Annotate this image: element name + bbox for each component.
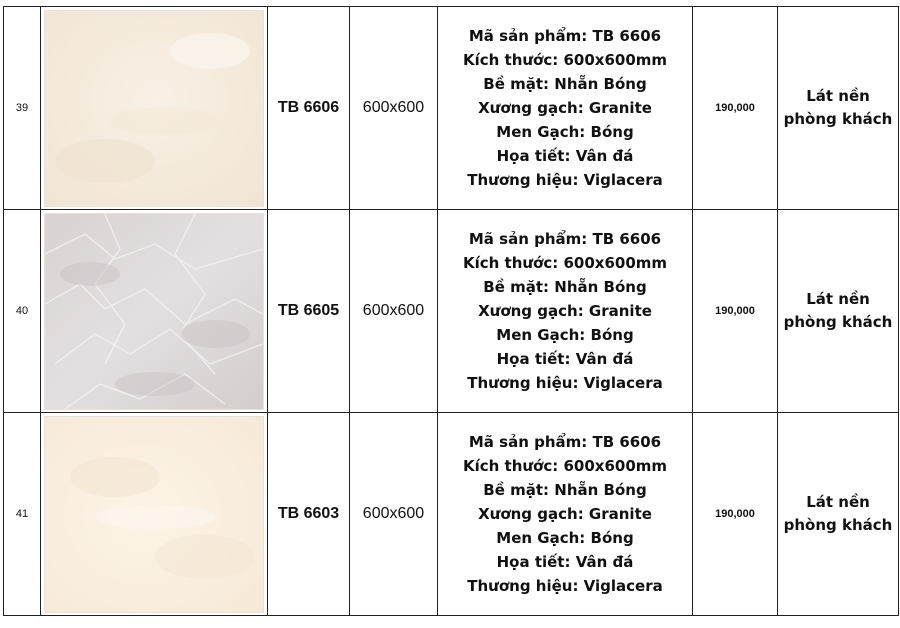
detail-pattern: Họa tiết: Vân đá bbox=[496, 350, 634, 368]
row-number: 39 bbox=[4, 7, 41, 210]
detail-product-code: Mã sản phẩm: TB 6606 bbox=[468, 433, 662, 451]
detail-pattern: Họa tiết: Vân đá bbox=[496, 553, 634, 571]
product-image-cell bbox=[41, 413, 268, 616]
product-size: 600x600 bbox=[350, 7, 438, 210]
product-image-cell bbox=[41, 210, 268, 413]
product-code: TB 6603 bbox=[268, 413, 350, 616]
product-size: 600x600 bbox=[350, 210, 438, 413]
row-number: 40 bbox=[4, 210, 41, 413]
detail-brand: Thương hiệu: Viglacera bbox=[467, 374, 663, 392]
light-cream-tile-image bbox=[44, 416, 264, 613]
product-details bbox=[438, 7, 693, 210]
product-details bbox=[438, 413, 693, 616]
detail-dimensions: Kích thước: 600x600mm bbox=[462, 51, 668, 69]
product-usage: Lát nền phòng khách bbox=[778, 413, 899, 616]
detail-surface: Bề mặt: Nhẵn Bóng bbox=[483, 278, 647, 296]
product-usage: Lát nền phòng khách bbox=[778, 7, 899, 210]
detail-dimensions: Kích thước: 600x600mm bbox=[462, 254, 668, 272]
detail-brand: Thương hiệu: Viglacera bbox=[467, 171, 663, 189]
product-code: TB 6606 bbox=[268, 7, 350, 210]
product-size: 600x600 bbox=[350, 413, 438, 616]
detail-surface: Bề mặt: Nhẵn Bóng bbox=[483, 481, 647, 499]
product-price: 190,000 bbox=[693, 7, 778, 210]
product-price: 190,000 bbox=[693, 210, 778, 413]
detail-product-code: Mã sản phẩm: TB 6606 bbox=[468, 27, 662, 45]
table-row bbox=[4, 7, 899, 210]
product-code: TB 6605 bbox=[268, 210, 350, 413]
product-image-cell bbox=[41, 7, 268, 210]
detail-glaze: Men Gạch: Bóng bbox=[496, 326, 634, 344]
product-price: 190,000 bbox=[693, 413, 778, 616]
detail-surface: Bề mặt: Nhẵn Bóng bbox=[483, 75, 647, 93]
detail-pattern: Họa tiết: Vân đá bbox=[496, 147, 634, 165]
product-details bbox=[438, 210, 693, 413]
detail-body: Xương gạch: Granite bbox=[478, 302, 652, 320]
detail-glaze: Men Gạch: Bóng bbox=[496, 123, 634, 141]
cream-tile-image bbox=[44, 10, 264, 207]
detail-body: Xương gạch: Granite bbox=[478, 99, 652, 117]
row-number: 41 bbox=[4, 413, 41, 616]
product-usage: Lát nền phòng khách bbox=[778, 210, 899, 413]
table-row bbox=[4, 210, 899, 413]
detail-product-code: Mã sản phẩm: TB 6606 bbox=[468, 230, 662, 248]
table-row bbox=[4, 413, 899, 616]
detail-brand: Thương hiệu: Viglacera bbox=[467, 577, 663, 595]
detail-dimensions: Kích thước: 600x600mm bbox=[462, 457, 668, 475]
product-table bbox=[3, 6, 899, 616]
detail-glaze: Men Gạch: Bóng bbox=[496, 529, 634, 547]
detail-body: Xương gạch: Granite bbox=[478, 505, 652, 523]
grey-marble-tile-image bbox=[44, 213, 264, 410]
